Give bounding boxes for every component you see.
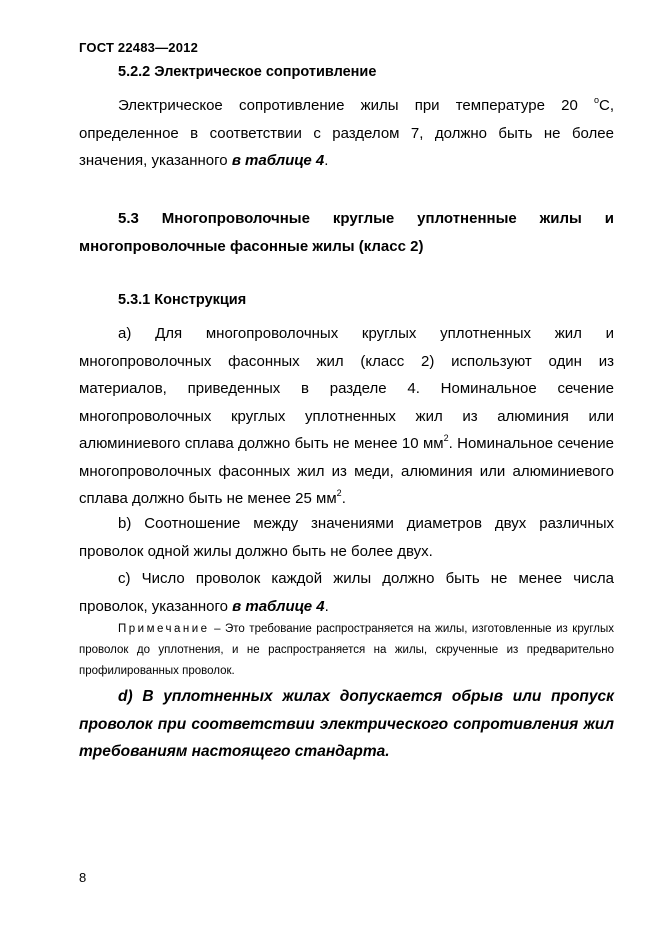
paragraph-text: Электрическое сопротивление жилы при температуре 20 <box>118 97 594 114</box>
paragraph-text: с) Число проволок каждой жилы должно быть не менее числа проволок, указанного <box>79 570 614 615</box>
document-header: ГОСТ 22483—2012 <box>79 40 198 55</box>
section-5-3-title: 5.3 Многопроволочные круглые уплотненные жилы и многопроволочные фасонные жилы (класс 2) <box>79 210 614 255</box>
paragraph-text: . Номинальное сечение многопроволочных фасонных жил из меди, алюминия или алюминиевого сплава должно быть не менее 25 мм <box>79 435 614 507</box>
page-number: 8 <box>79 870 87 885</box>
section-5-2-2-title: 5.2.2 Электрическое сопротивление <box>118 64 377 80</box>
note-text: – Это требование распространяется на жилы, изготовленные из круглых проволок до уплотнения, и не распространяется на жилы, скрученные из предварительно профилированных проволок. <box>79 623 614 677</box>
paragraph-end: . <box>324 597 329 615</box>
note-label: Примечание <box>118 623 210 635</box>
section-5-3-1-title: 5.3.1 Конструкция <box>118 292 247 308</box>
square-superscript: 2 <box>443 433 449 443</box>
table-reference: в таблице 4 <box>232 597 325 615</box>
degree-superscript: о <box>593 95 599 105</box>
item-a-paragraph <box>79 320 614 513</box>
item-b-paragraph: b) Соотношение между значениями диаметров двух различных проволок одной жилы должно быть не более двух. <box>79 515 614 560</box>
item-c-paragraph <box>79 565 614 620</box>
paragraph-text: а) Для многопроволочных круглых уплотненных жил и многопроволочных фасонных жил (класс 2) используют один из материалов, приведенных в разделе 4. Номинальное сечение многопроволочных круглых уплотненных жил из алюминия или алюминиевого сплава должно быть не менее 10 мм <box>79 325 614 452</box>
square-superscript: 2 <box>336 488 342 498</box>
note-paragraph <box>79 619 614 682</box>
paragraph-end: . <box>341 490 346 507</box>
item-d-paragraph: d) В уплотненных жилах допускается обрыв или пропуск проволок при соответствии электрического сопротивления жил требованиям настоящего стандарта. <box>79 688 614 760</box>
section-5-2-2-paragraph <box>79 92 614 175</box>
paragraph-end: . <box>324 152 329 169</box>
paragraph-text: С, определенное в соответствии с разделом 7, должно быть не более значения, указанного <box>79 97 614 169</box>
table-reference: в таблице 4 <box>231 152 325 169</box>
